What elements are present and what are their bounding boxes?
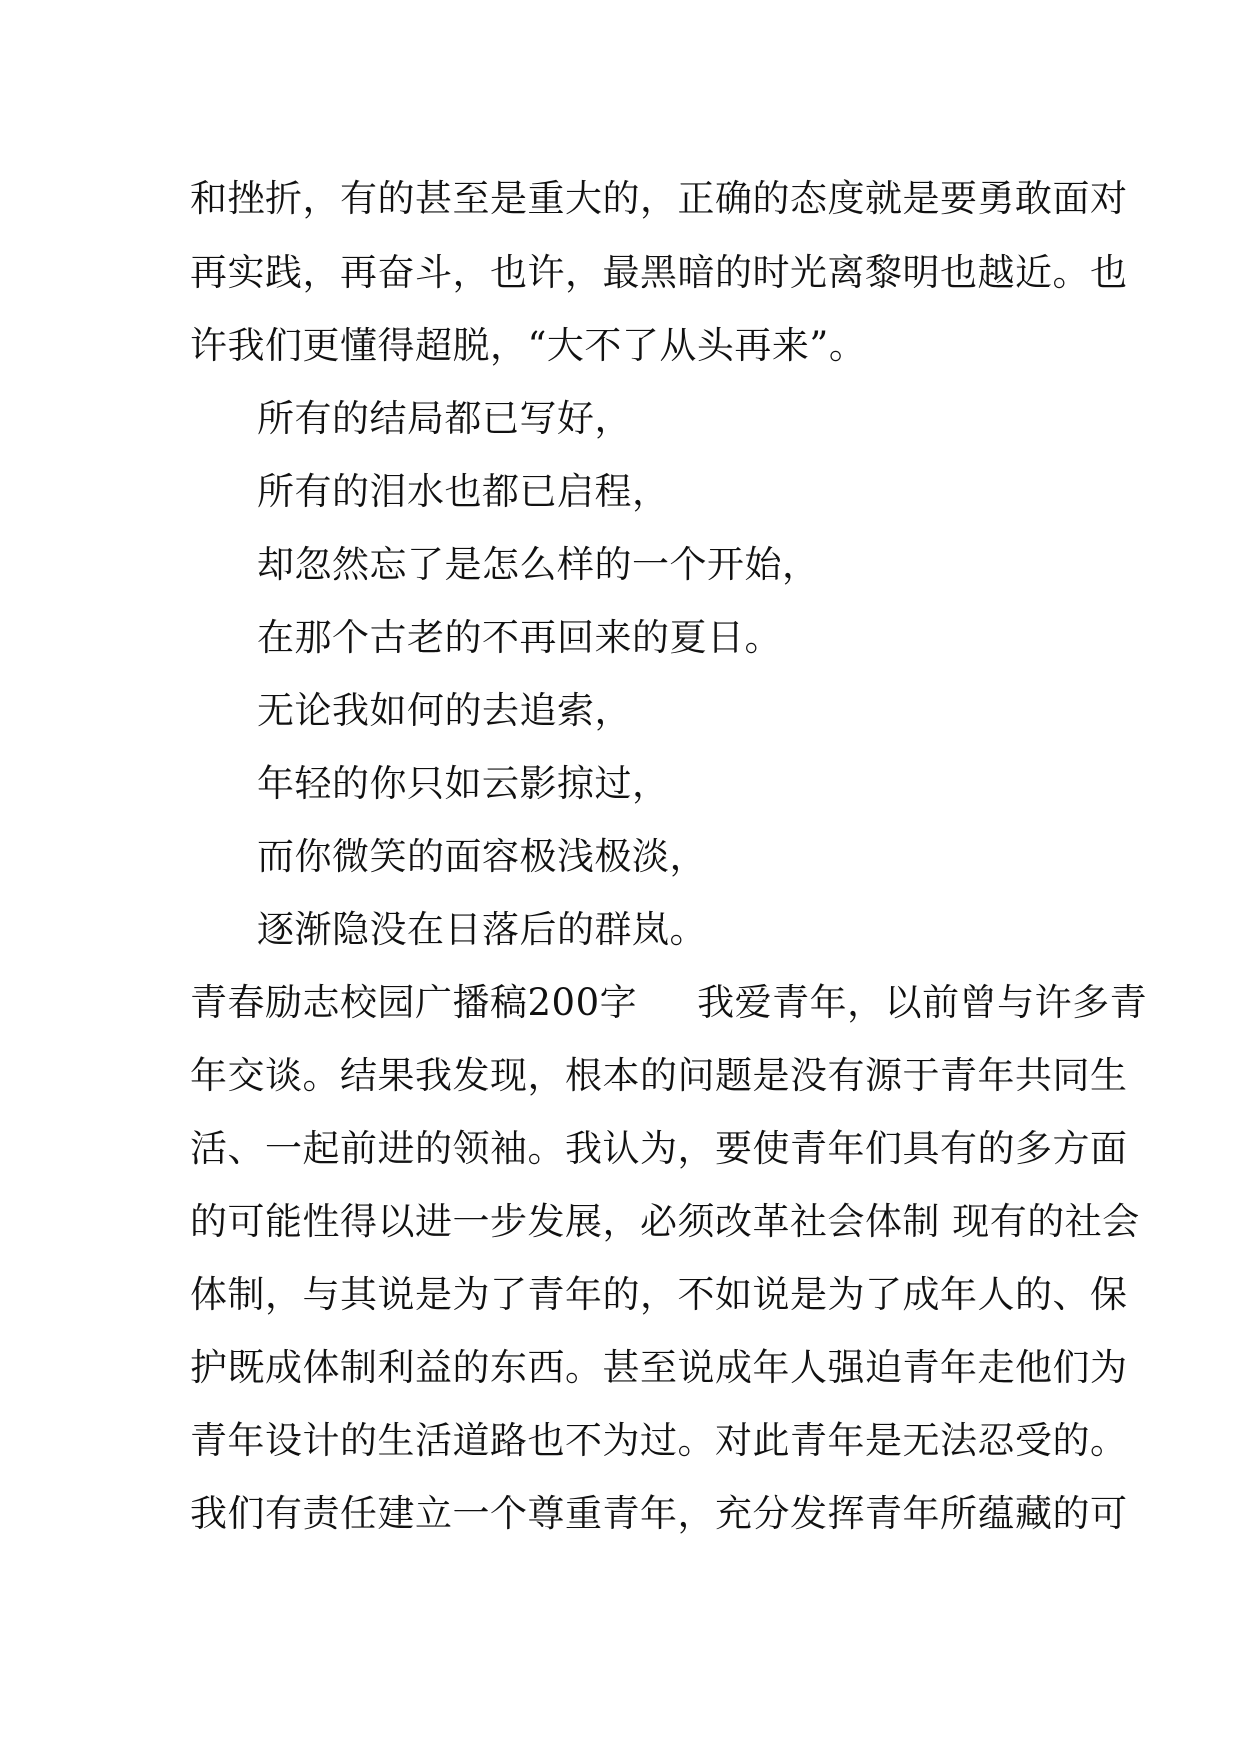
- section-first-line: [190, 980, 1148, 1026]
- poem-line: 所有的泪水也都已启程，: [257, 470, 670, 513]
- poem-line: 却忽然忘了是怎么样的一个开始，: [257, 543, 820, 586]
- paragraph-line: 体制，与其说是为了青年的，不如说是为了成年人的、保: [190, 1273, 1128, 1316]
- poem-line: 所有的结局都已写好，: [257, 397, 632, 440]
- section-first-text: 我爱青年，以前曾与许多青: [697, 981, 1148, 1024]
- poem-line: 在那个古老的不再回来的夏日。: [257, 616, 782, 659]
- poem-line: 而你微笑的面容极浅极淡，: [257, 835, 707, 878]
- poem-line: 逐渐隐没在日落后的群岚。: [257, 908, 707, 951]
- paragraph-line: 再实践，再奋斗，也许，最黑暗的时光离黎明也越近。也: [190, 251, 1128, 294]
- paragraph-line: 的可能性得以进一步发展，必须改革社会体制 现有的社会: [190, 1200, 1140, 1243]
- paragraph-line: 活、一起前进的领袖。我认为，要使青年们具有的多方面: [190, 1127, 1128, 1170]
- poem-line: 无论我如何的去追索，: [257, 689, 632, 732]
- paragraph-line: 护既成体制利益的东西。甚至说成年人强迫青年走他们为: [190, 1346, 1128, 1389]
- paragraph-line: 许我们更懂得超脱，“大不了从头再来”。: [190, 324, 867, 367]
- poem-line: 年轻的你只如云影掠过，: [257, 762, 670, 805]
- section-heading: 青春励志校园广播稿200字: [190, 981, 638, 1024]
- paragraph-line: 年交谈。结果我发现，根本的问题是没有源于青年共同生: [190, 1054, 1128, 1097]
- paragraph-line: 青年设计的生活道路也不为过。对此青年是无法忍受的。: [190, 1419, 1128, 1462]
- paragraph-line: 和挫折，有的甚至是重大的，正确的态度就是要勇敢面对: [190, 177, 1128, 220]
- paragraph-line: 我们有责任建立一个尊重青年，充分发挥青年所蕴藏的可: [190, 1492, 1128, 1535]
